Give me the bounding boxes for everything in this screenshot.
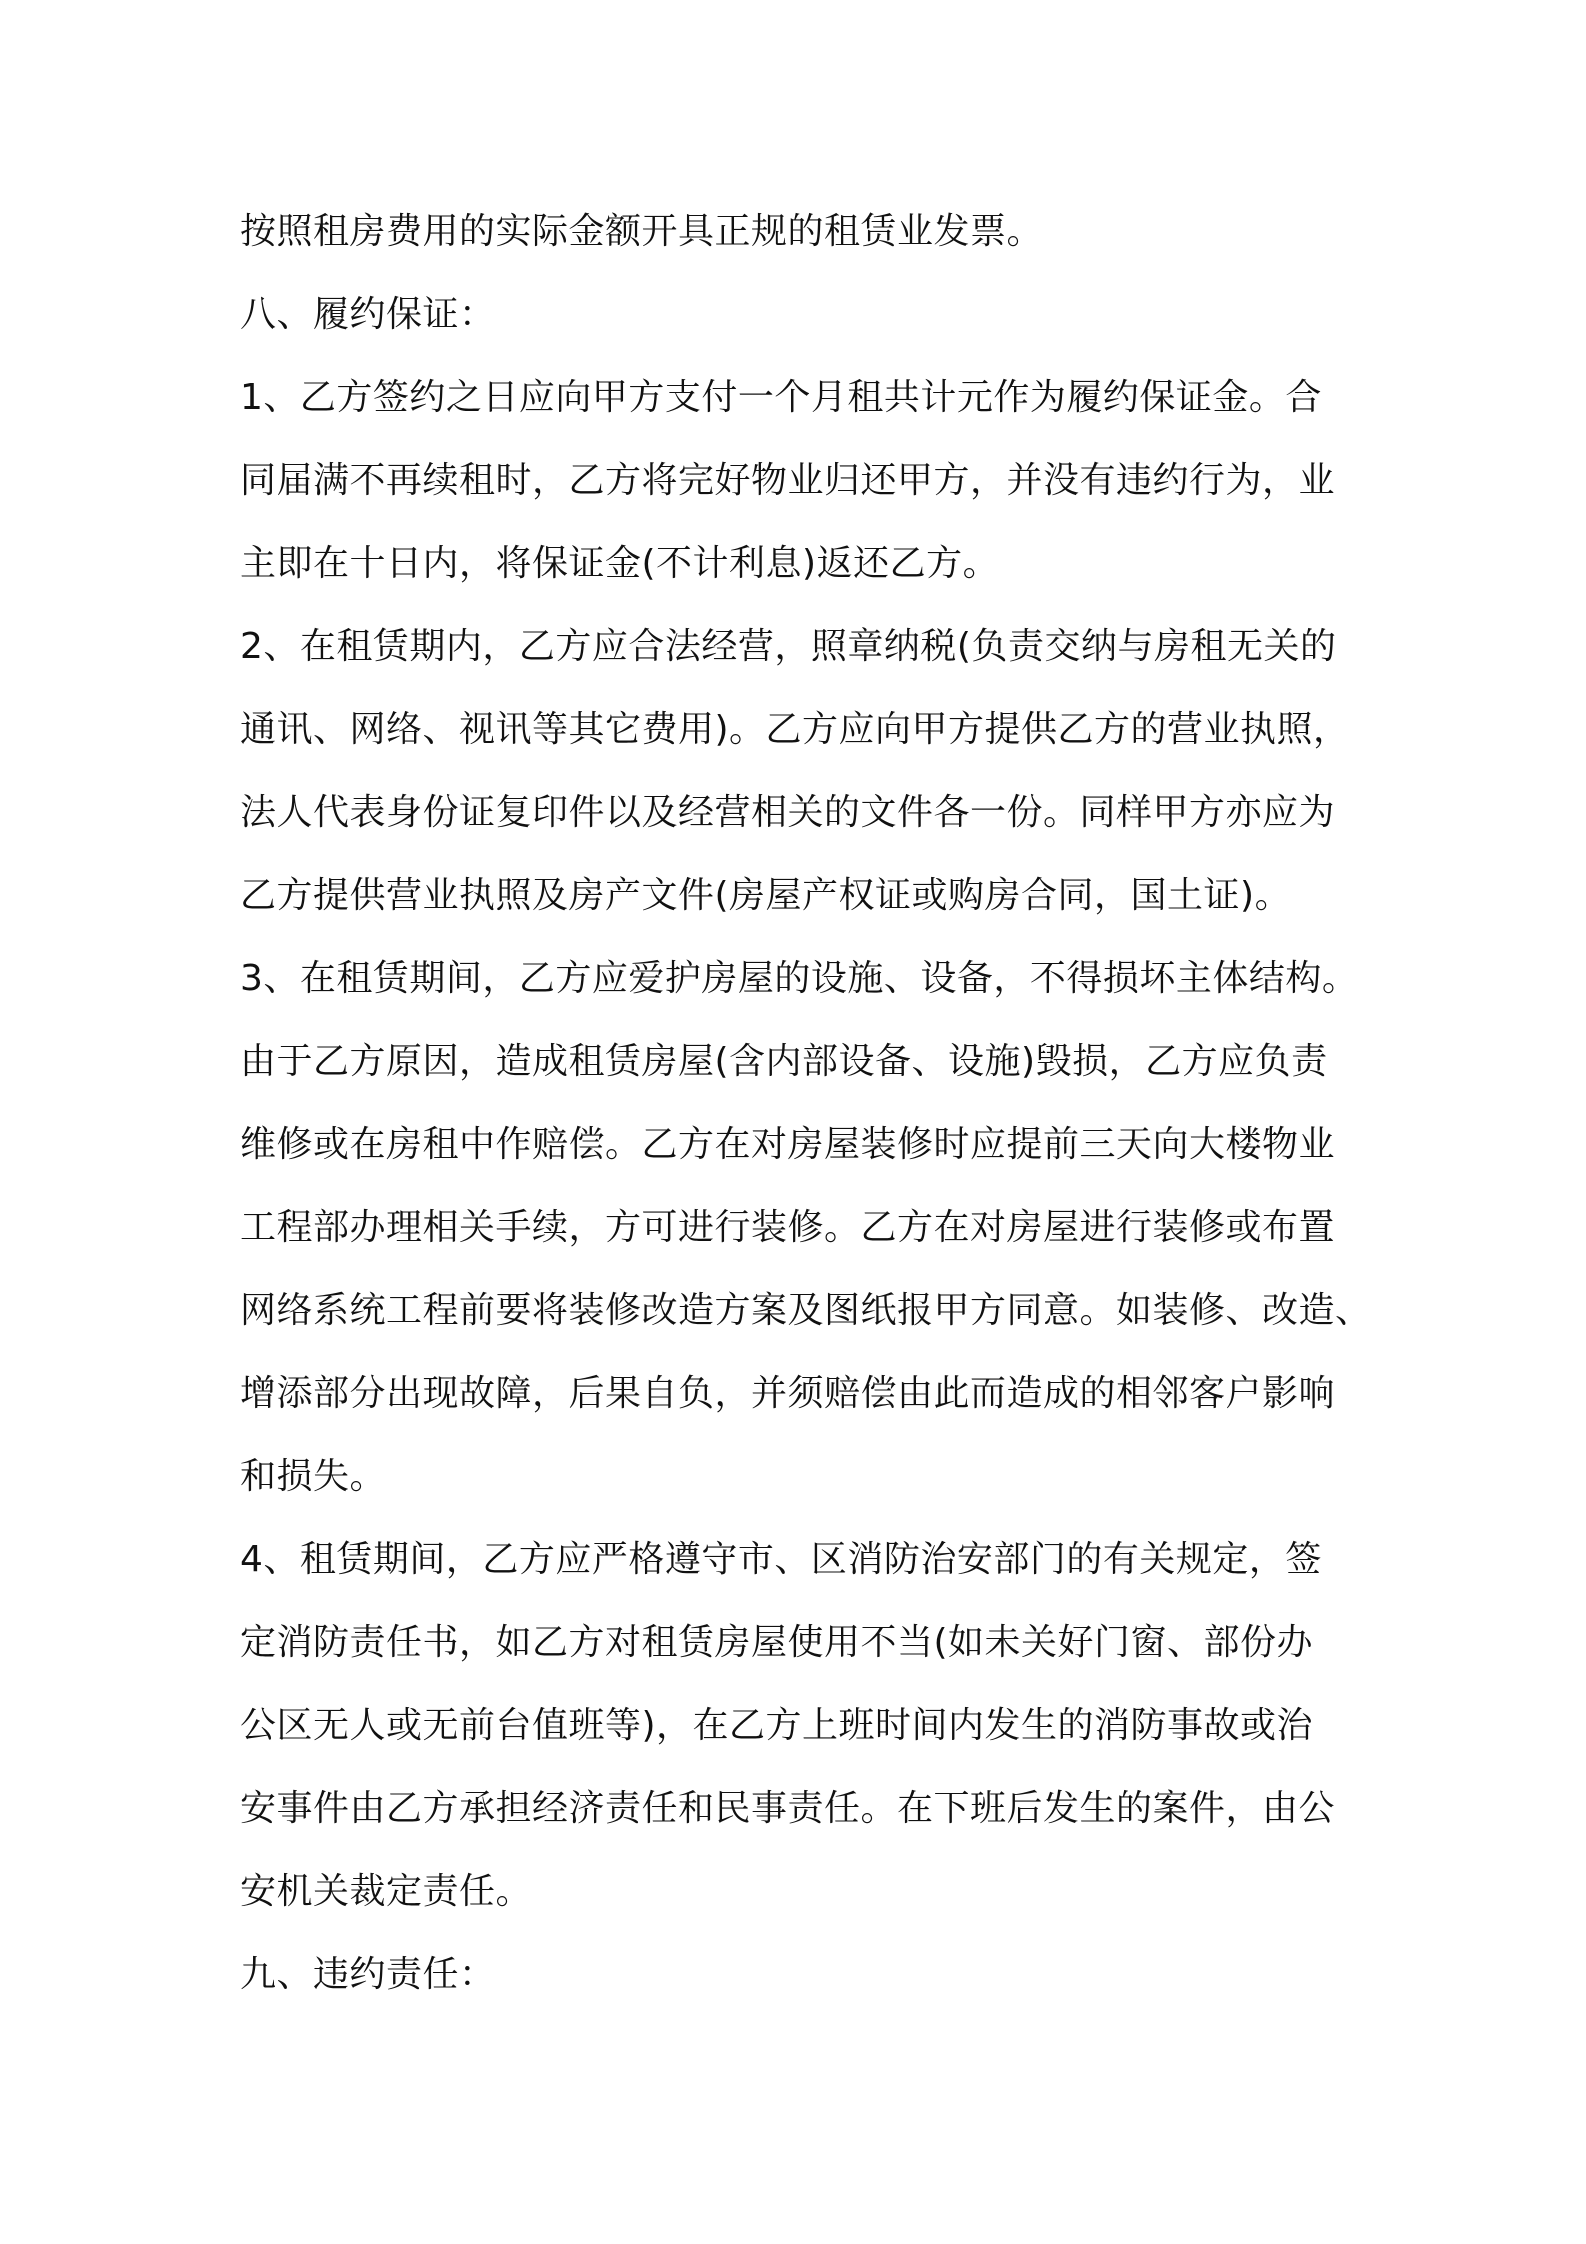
contract-text — [240, 190, 1372, 2016]
text-line: 乙方提供营业执照及房产文件(房屋产权证或购房合同，国土证)。 — [240, 875, 1292, 916]
text-line: 4、租赁期间，乙方应严格遵守市、区消防治安部门的有关规定，签 — [240, 1539, 1322, 1580]
text-line: 安机关裁定责任。 — [240, 1871, 533, 1912]
text-line: 和损失。 — [240, 1456, 387, 1497]
text-line: 2、在租赁期内，乙方应合法经营，照章纳税(负责交纳与房租无关的 — [240, 626, 1337, 667]
text-line: 主即在十日内，将保证金(不计利息)返还乙方。 — [240, 543, 1000, 584]
text-line: 安事件由乙方承担经济责任和民事责任。在下班后发生的案件，由公 — [240, 1788, 1336, 1829]
text-line: 由于乙方原因，造成租赁房屋(含内部设备、设施)毁损，乙方应负责 — [240, 1041, 1328, 1082]
text-line: 定消防责任书，如乙方对租赁房屋使用不当(如未关好门窗、部份办 — [240, 1622, 1314, 1663]
section-heading: 八、履约保证： — [240, 294, 496, 335]
text-line: 增添部分出现故障，后果自负，并须赔偿由此而造成的相邻客户影响 — [240, 1373, 1336, 1414]
text-line: 公区无人或无前台值班等)，在乙方上班时间内发生的消防事故或治 — [240, 1705, 1314, 1746]
section-heading: 九、违约责任： — [240, 1954, 496, 1995]
text-line: 3、在租赁期间，乙方应爱护房屋的设施、设备，不得损坏主体结构。 — [240, 958, 1359, 999]
text-line: 维修或在房租中作赔偿。乙方在对房屋装修时应提前三天向大楼物业 — [240, 1124, 1336, 1165]
text-line: 通讯、网络、视讯等其它费用)。乙方应向甲方提供乙方的营业执照， — [240, 709, 1350, 750]
text-line: 法人代表身份证复印件以及经营相关的文件各一份。同样甲方亦应为 — [240, 792, 1336, 833]
text-line: 同届满不再续租时，乙方将完好物业归还甲方，并没有违约行为，业 — [240, 460, 1336, 501]
text-line: 网络系统工程前要将装修改造方案及图纸报甲方同意。如装修、改造、 — [240, 1290, 1372, 1331]
text-line: 工程部办理相关手续，方可进行装修。乙方在对房屋进行装修或布置 — [240, 1207, 1336, 1248]
text-line: 按照租房费用的实际金额开具正规的租赁业发票。 — [240, 211, 1044, 252]
text-line: 1、乙方签约之日应向甲方支付一个月租共计元作为履约保证金。合 — [240, 377, 1322, 418]
